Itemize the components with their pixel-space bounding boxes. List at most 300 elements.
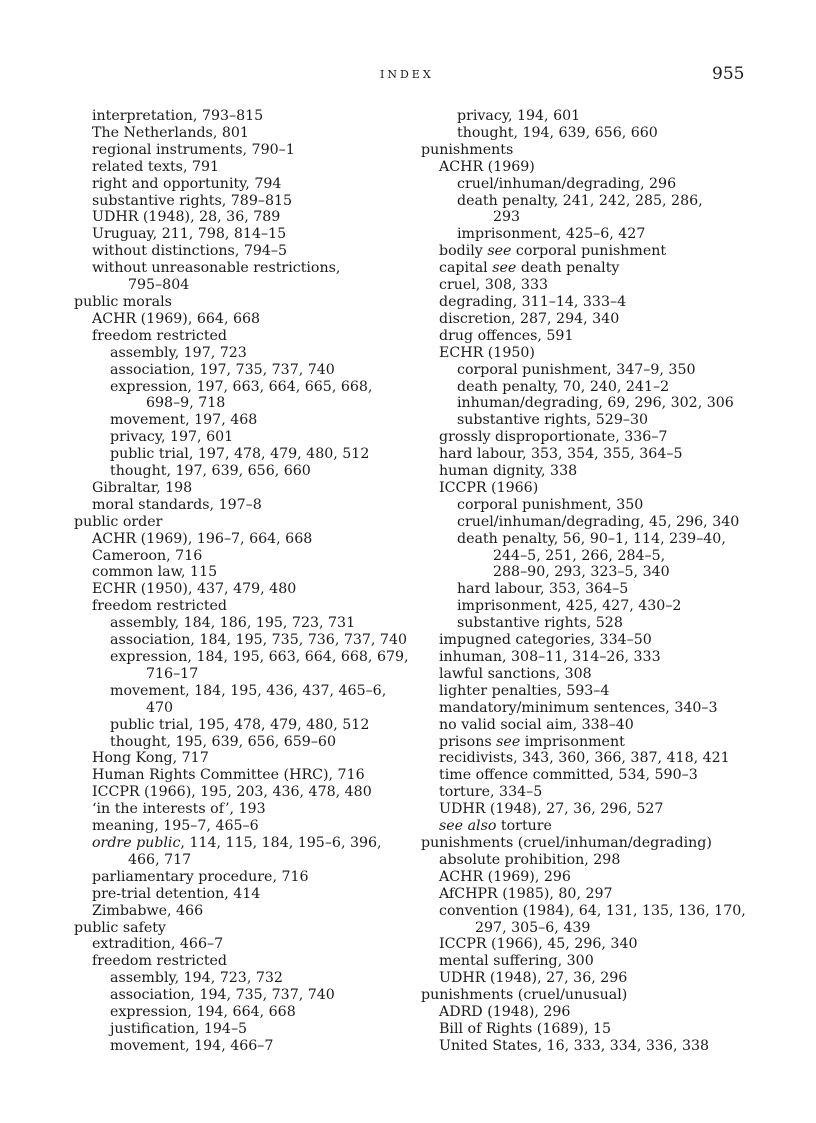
index-entry-line: [439, 700, 761, 717]
index-text: ECHR (1950), 437, 479, 480: [92, 581, 297, 598]
index-entry-line: [92, 581, 414, 598]
index-entry: [421, 953, 761, 970]
index-entry-line: [110, 1004, 414, 1021]
index-text: recidivists, 343, 360, 366, 387, 418, 421: [439, 750, 730, 767]
index-entry-line: [110, 362, 414, 379]
index-entry: [421, 903, 761, 937]
index-entry-line: [110, 1038, 414, 1055]
index-entry-line: [110, 345, 414, 362]
index-text: ACHR (1969), 196–7, 664, 668: [92, 530, 313, 547]
index-entry: [421, 1038, 761, 1055]
index-entry-line: [457, 362, 761, 379]
index-entry: [74, 243, 414, 260]
index-entry: [421, 632, 761, 649]
index-text: mental suffering, 300: [439, 953, 594, 970]
index-entry: [421, 970, 761, 987]
index-entry: [421, 936, 761, 953]
index-entry: [74, 767, 414, 784]
index-heading: [74, 920, 414, 937]
index-entry-line: [92, 193, 414, 210]
index-entry: [421, 497, 761, 514]
index-text: lawful sanctions, 308: [439, 665, 592, 682]
index-text: cruel/inhuman/degrading, 45, 296, 340: [457, 513, 740, 530]
index-text: assembly, 184, 186, 195, 723, 731: [110, 615, 356, 632]
index-text: right and opportunity, 794: [92, 175, 282, 192]
index-entry-line: [457, 497, 761, 514]
index-text: association, 197, 735, 737, 740: [110, 361, 335, 378]
index-entry-line: [439, 1004, 761, 1021]
index-entry: [421, 801, 761, 818]
index-text: ACHR (1969), 664, 668: [92, 310, 261, 327]
index-text: hard labour, 353, 354, 355, 364–5: [439, 446, 683, 463]
index-text: public trial, 195, 478, 479, 480, 512: [110, 716, 370, 733]
index-text: 795–804: [128, 277, 190, 294]
index-text: assembly, 197, 723: [110, 344, 247, 361]
index-entry-line: [439, 784, 761, 801]
index-entry-line: [439, 852, 761, 869]
index-entry: [421, 767, 761, 784]
index-entry-line: [92, 260, 414, 277]
index-entry: [74, 176, 414, 193]
index-text: degrading, 311–14, 333–4: [439, 293, 627, 310]
index-text: imprisonment: [520, 733, 625, 750]
index-text: punishments (cruel/unusual): [421, 987, 628, 1004]
index-entry-line: [439, 750, 761, 767]
index-entry-line: [439, 1038, 761, 1055]
index-text: extradition, 466–7: [92, 936, 224, 953]
index-text: movement, 184, 195, 436, 437, 465–6,: [110, 682, 387, 699]
index-entry: [74, 717, 414, 734]
index-text: UDHR (1948), 28, 36, 789: [92, 209, 281, 226]
index-text: punishments: [421, 141, 514, 158]
index-text: ECHR (1950): [439, 344, 535, 361]
index-entry: [421, 328, 761, 345]
index-entry: [421, 886, 761, 903]
index-entry: [421, 683, 761, 700]
index-text: justification, 194–5: [110, 1020, 248, 1037]
index-entry-line: [92, 801, 414, 818]
index-entry: [74, 1004, 414, 1021]
index-entry: [421, 869, 761, 886]
index-entry: [74, 1021, 414, 1038]
index-text: Cameroon, 716: [92, 547, 203, 564]
index-entry-line: [439, 801, 761, 818]
index-text: ACHR (1969): [439, 158, 535, 175]
index-entry: [74, 615, 414, 632]
index-entry-line: [92, 108, 414, 125]
index-entry: [421, 700, 761, 717]
index-entry-line: [92, 784, 414, 801]
index-entry-line: [439, 818, 761, 835]
index-text: Zimbabwe, 466: [92, 902, 204, 919]
index-entry-line: [457, 514, 761, 531]
index-entry-line: [92, 176, 414, 193]
index-entry: [74, 193, 414, 210]
index-text: , 114, 115, 184, 195–6, 396,: [180, 834, 382, 851]
index-entry-line: [92, 598, 414, 615]
index-text: see: [496, 733, 521, 750]
index-text: assembly, 194, 723, 732: [110, 970, 283, 987]
index-entry-line: [439, 429, 761, 446]
index-text: corporal punishment: [511, 243, 667, 260]
index-text: privacy, 194, 601: [457, 108, 581, 124]
index-entry-line: [110, 1021, 414, 1038]
index-entry-line: [110, 987, 414, 1004]
index-entry-line: [92, 159, 414, 176]
index-text: absolute prohibition, 298: [439, 851, 621, 868]
index-entry-line: [110, 717, 414, 734]
index-text: expression, 197, 663, 664, 665, 668,: [110, 378, 373, 395]
index-text: 288–90, 293, 323–5, 340: [493, 564, 670, 581]
index-entry: [74, 987, 414, 1004]
index-text: moral standards, 197–8: [92, 496, 262, 513]
index-text: 716–17: [146, 665, 199, 682]
index-entry: [74, 818, 414, 835]
index-entry-line: [439, 446, 761, 463]
index-text: Human Rights Committee (HRC), 716: [92, 767, 365, 784]
index-text: thought, 195, 639, 656, 659–60: [110, 733, 336, 750]
page-number: 955: [712, 64, 745, 84]
index-text: death penalty, 56, 90–1, 114, 239–40,: [457, 530, 726, 547]
index-entry: [74, 531, 414, 548]
index-text: convention (1984), 64, 131, 135, 136, 170,: [439, 902, 746, 919]
index-text: pre-trial detention, 414: [92, 885, 261, 902]
index-text: grossly disproportionate, 336–7: [439, 429, 668, 446]
index-entry: [74, 345, 414, 362]
index-entry: [74, 108, 414, 125]
index-entry: [421, 260, 761, 277]
index-text: AfCHPR (1985), 80, 297: [439, 885, 613, 902]
index-entry-line: [439, 328, 761, 345]
index-text: without unreasonable restrictions,: [92, 260, 341, 277]
index-text: Hong Kong, 717: [92, 750, 209, 767]
index-entry: [74, 548, 414, 565]
index-text: cruel, 308, 333: [439, 277, 548, 294]
index-entry: [421, 243, 761, 260]
index-entry-line: [92, 750, 414, 767]
index-entry: [74, 226, 414, 243]
index-entry-line: [74, 294, 414, 311]
index-text: movement, 197, 468: [110, 412, 258, 429]
index-entry: [421, 666, 761, 683]
index-entry: [74, 125, 414, 142]
index-text: discretion, 287, 294, 340: [439, 310, 620, 327]
index-entry: [421, 818, 761, 835]
index-entry-line: [110, 379, 414, 396]
index-entry: [74, 480, 414, 497]
index-entry-line: [92, 328, 414, 345]
index-text: cruel/inhuman/degrading, 296: [457, 175, 677, 192]
index-text: 470: [146, 699, 174, 716]
index-entry-line: [92, 125, 414, 142]
index-entry: [421, 581, 761, 598]
index-entry-line: [439, 903, 761, 920]
index-entry-continuation: [110, 700, 414, 717]
index-entry: [421, 345, 761, 362]
index-text: see also: [439, 818, 497, 835]
index-entry: [74, 886, 414, 903]
index-entry-line: [92, 142, 414, 159]
index-text: death penalty, 70, 240, 241–2: [457, 378, 670, 395]
index-entry-line: [439, 649, 761, 666]
index-entry-line: [439, 767, 761, 784]
index-text: Uruguay, 211, 798, 814–15: [92, 226, 287, 243]
index-entry: [74, 209, 414, 226]
index-text: 698–9, 718: [146, 395, 226, 412]
index-entry-line: [457, 615, 761, 632]
index-heading: [421, 835, 761, 852]
index-entry-line: [110, 463, 414, 480]
index-entry: [74, 581, 414, 598]
index-entry: [421, 395, 761, 412]
index-entry: [74, 311, 414, 328]
index-entry: [421, 159, 761, 176]
index-entry: [74, 970, 414, 987]
index-column-right: [421, 108, 761, 1055]
index-text: lighter penalties, 593–4: [439, 682, 610, 699]
index-entry-line: [74, 514, 414, 531]
index-text: public order: [74, 513, 163, 530]
index-entry: [74, 683, 414, 717]
index-entry-line: [110, 615, 414, 632]
index-text: movement, 194, 466–7: [110, 1037, 274, 1054]
index-text: ACHR (1969), 296: [439, 868, 571, 885]
index-entry-line: [92, 869, 414, 886]
index-entry-line: [421, 835, 761, 852]
index-text: meaning, 195–7, 465–6: [92, 818, 259, 835]
index-text: imprisonment, 425–6, 427: [457, 226, 646, 243]
index-entry: [421, 277, 761, 294]
index-entry-line: [439, 953, 761, 970]
index-entry-line: [439, 260, 761, 277]
index-text: impugned categories, 334–50: [439, 632, 652, 649]
index-entry-continuation: [457, 209, 761, 226]
index-text: thought, 197, 639, 656, 660: [110, 463, 311, 480]
index-text: related texts, 791: [92, 158, 220, 175]
index-entry-line: [457, 379, 761, 396]
index-entry-line: [110, 412, 414, 429]
index-entry-line: [439, 345, 761, 362]
index-entry: [74, 260, 414, 294]
index-text: death penalty: [516, 260, 620, 277]
index-text: public morals: [74, 293, 172, 310]
index-entry-line: [92, 243, 414, 260]
index-entry-line: [110, 683, 414, 700]
index-entry-line: [457, 598, 761, 615]
index-entry-line: [92, 953, 414, 970]
index-entry-line: [457, 108, 761, 125]
index-text: public safety: [74, 919, 166, 936]
index-entry: [421, 514, 761, 531]
index-entry-line: [439, 1021, 761, 1038]
running-head: INDEX: [380, 68, 434, 81]
index-text: ICCPR (1966), 195, 203, 436, 478, 480: [92, 784, 372, 801]
index-entry-line: [110, 446, 414, 463]
index-entry-line: [92, 767, 414, 784]
index-entry: [74, 463, 414, 480]
index-text: capital: [439, 260, 493, 277]
index-entry-line: [457, 412, 761, 429]
index-entry-line: [92, 936, 414, 953]
index-entry-line: [439, 311, 761, 328]
index-entry-line: [92, 548, 414, 565]
index-entry: [74, 801, 414, 818]
index-entry: [74, 953, 414, 970]
index-text: Gibraltar, 198: [92, 479, 193, 496]
index-entry: [421, 480, 761, 497]
index-entry-line: [457, 581, 761, 598]
index-entry-line: [457, 395, 761, 412]
index-entry-line: [439, 666, 761, 683]
index-entry-line: [439, 277, 761, 294]
index-entry: [74, 784, 414, 801]
index-entry: [421, 598, 761, 615]
index-entry: [421, 1004, 761, 1021]
index-heading: [74, 514, 414, 531]
index-text: substantive rights, 529–30: [457, 412, 649, 429]
index-text: mandatory/minimum sentences, 340–3: [439, 699, 718, 716]
index-text: The Netherlands, 801: [92, 124, 249, 141]
index-entry: [421, 1021, 761, 1038]
index-text: hard labour, 353, 364–5: [457, 581, 629, 598]
index-entry: [421, 108, 761, 125]
index-entry: [421, 193, 761, 227]
index-entry-line: [92, 480, 414, 497]
index-text: substantive rights, 789–815: [92, 192, 293, 209]
index-text: see: [492, 260, 517, 277]
index-text: privacy, 197, 601: [110, 429, 234, 446]
index-entry-line: [421, 142, 761, 159]
index-entry-line: [439, 683, 761, 700]
index-text: bodily: [439, 243, 488, 260]
index-text: corporal punishment, 350: [457, 496, 644, 513]
index-text: freedom restricted: [92, 327, 228, 344]
index-entry-line: [110, 734, 414, 751]
index-entry-continuation: [92, 852, 414, 869]
index-entry-line: [92, 209, 414, 226]
index-entry-line: [439, 463, 761, 480]
index-entry: [74, 412, 414, 429]
index-entry-line: [92, 886, 414, 903]
index-text: UDHR (1948), 27, 36, 296, 527: [439, 801, 664, 818]
index-entry-line: [439, 480, 761, 497]
index-heading: [421, 987, 761, 1004]
index-entry: [74, 869, 414, 886]
index-entry-line: [421, 987, 761, 1004]
index-entry-continuation: [439, 920, 761, 937]
index-text: prisons: [439, 733, 497, 750]
index-entry-line: [439, 243, 761, 260]
index-entry-line: [457, 176, 761, 193]
index-entry-line: [439, 886, 761, 903]
index-entry: [421, 717, 761, 734]
index-text: expression, 194, 664, 668: [110, 1004, 296, 1021]
index-entry: [74, 379, 414, 413]
index-entry: [421, 429, 761, 446]
index-entry-line: [439, 717, 761, 734]
index-entry-line: [110, 649, 414, 666]
index-entry: [421, 125, 761, 142]
index-entry: [74, 328, 414, 345]
index-entry: [421, 852, 761, 869]
index-entry-line: [92, 564, 414, 581]
index-text: 466, 717: [128, 851, 192, 868]
index-entry: [74, 564, 414, 581]
index-text: punishments (cruel/inhuman/degrading): [421, 834, 712, 851]
index-entry: [74, 734, 414, 751]
index-entry: [74, 750, 414, 767]
index-entry: [74, 159, 414, 176]
index-entry: [74, 598, 414, 615]
index-entry-line: [439, 159, 761, 176]
index-text: parliamentary procedure, 716: [92, 868, 309, 885]
index-text: ‘in the interests of’, 193: [92, 801, 266, 818]
index-entry-continuation: [92, 277, 414, 294]
index-text: association, 184, 195, 735, 736, 737, 740: [110, 632, 408, 649]
index-text: ADRD (1948), 296: [439, 1004, 571, 1021]
index-entry-line: [457, 226, 761, 243]
index-text: 244–5, 251, 266, 284–5,: [493, 547, 666, 564]
index-entry-line: [439, 970, 761, 987]
index-entry: [74, 835, 414, 869]
index-entry: [421, 294, 761, 311]
index-text: association, 194, 735, 737, 740: [110, 987, 335, 1004]
index-entry: [421, 750, 761, 767]
index-entry-line: [439, 734, 761, 751]
index-entry-line: [457, 531, 761, 548]
index-text: imprisonment, 425, 427, 430–2: [457, 598, 682, 615]
index-entry-line: [92, 531, 414, 548]
index-entry: [421, 649, 761, 666]
index-text: common law, 115: [92, 564, 218, 581]
index-entry-line: [92, 311, 414, 328]
index-entry: [421, 615, 761, 632]
index-text: ICCPR (1966): [439, 479, 539, 496]
index-text: human dignity, 338: [439, 463, 578, 480]
index-text: public trial, 197, 478, 479, 480, 512: [110, 446, 370, 463]
index-entry-continuation: [457, 564, 761, 581]
index-text: regional instruments, 790–1: [92, 141, 295, 158]
index-entry: [421, 412, 761, 429]
index-text: interpretation, 793–815: [92, 108, 264, 124]
index-text: substantive rights, 528: [457, 615, 623, 632]
index-heading: [421, 142, 761, 159]
index-entry-line: [439, 294, 761, 311]
index-entry-line: [439, 632, 761, 649]
index-entry-continuation: [110, 666, 414, 683]
index-text: ordre public: [92, 834, 181, 851]
index-text: Bill of Rights (1689), 15: [439, 1020, 612, 1037]
index-entry: [421, 446, 761, 463]
index-entry: [74, 497, 414, 514]
index-text: expression, 184, 195, 663, 664, 668, 679,: [110, 649, 409, 665]
index-text: corporal punishment, 347–9, 350: [457, 361, 696, 378]
index-entry: [74, 936, 414, 953]
index-column-left: [74, 108, 414, 1055]
index-entry: [74, 429, 414, 446]
index-entry: [421, 379, 761, 396]
index-entry: [421, 531, 761, 582]
index-entry-line: [439, 869, 761, 886]
index-entry: [74, 362, 414, 379]
index-text: freedom restricted: [92, 953, 228, 970]
index-text: torture, 334–5: [439, 784, 543, 801]
index-text: drug offences, 591: [439, 327, 574, 344]
index-entry-line: [457, 193, 761, 210]
index-entry: [74, 446, 414, 463]
index-entry: [74, 1038, 414, 1055]
index-text: death penalty, 241, 242, 285, 286,: [457, 192, 703, 209]
